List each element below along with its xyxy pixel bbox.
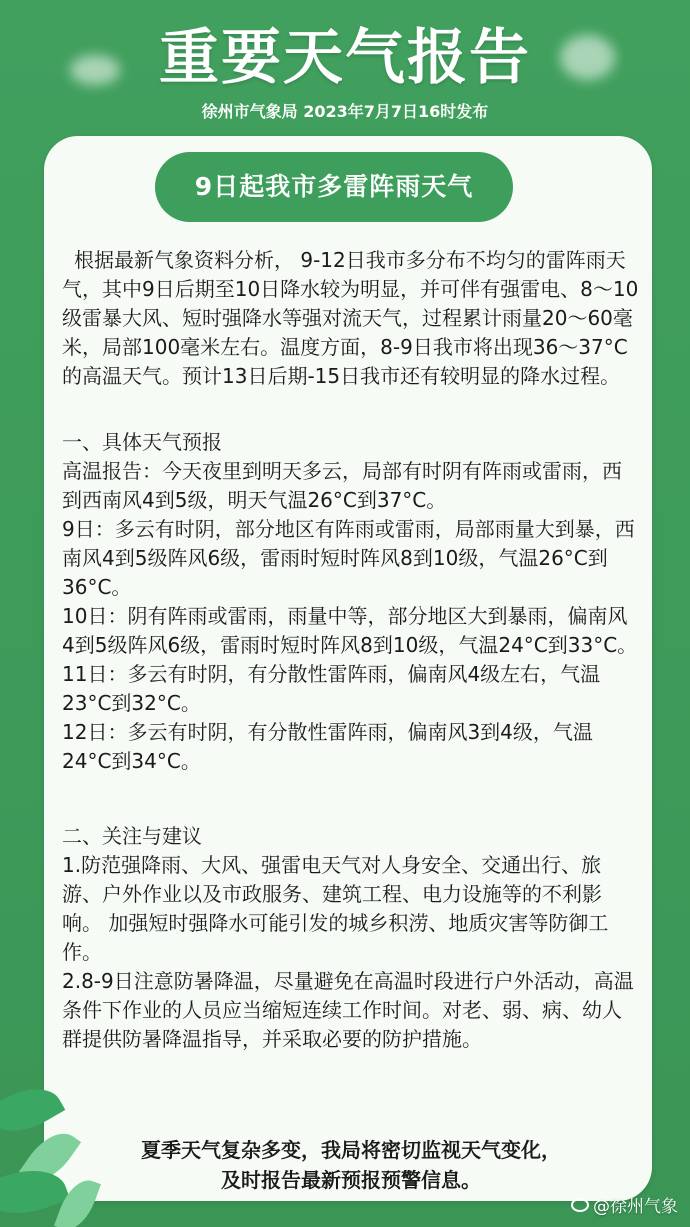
forecast-item: 高温报告：今天夜里到明天多云，局部有时阴有阵雨或雷雨，西到西南风4到5级，明天气温26°C到37°C。 (62, 459, 622, 512)
source-watermark (571, 1192, 678, 1217)
issuer-and-date: 徐州市气象局 2023年7月7日16时发布 (201, 102, 489, 121)
advice-item: 2.8-9日注意防暑降温，尽量避免在高温时段进行户外活动，高温条件下作业的人员应当缩短连续工作时间。对老、弱、病、幼人群提供防暑降温指导，并采取必要的防护措施。 (62, 969, 634, 1051)
weibo-icon (571, 1198, 589, 1212)
section-heading-advice: 二、关注与建议 (62, 824, 202, 848)
page-title: 重要天气报告 (159, 23, 531, 93)
headline-banner: 9日起我市多雷阵雨天气 (155, 152, 513, 222)
watermark-text: @徐州气象 (593, 1197, 678, 1217)
closing-line: 及时报告最新预报预警信息。 (221, 1168, 481, 1192)
forecast-item: 9日：多云有时阴，部分地区有阵雨或雷雨，局部雨量大到暴，西南风4到5级阵风6级，雷雨时短时阵风8到10级，气温26°C到36°C。 (62, 517, 635, 599)
closing-note (62, 1135, 640, 1195)
advice-section (62, 822, 640, 1054)
section-heading-forecast: 一、具体天气预报 (62, 430, 222, 454)
forecast-item: 12日：多云有时阴，有分散性雷阵雨，偏南风3到4级，气温24°C到34°C。 (62, 720, 593, 773)
forecast-item: 11日：多云有时阴，有分散性雷阵雨，偏南风4级左右，气温23°C到32°C。 (62, 662, 601, 715)
forecast-item: 10日：阴有阵雨或雷雨，雨量中等，部分地区大到暴雨，偏南风4到5级阵风6级，雷雨时短时阵风8到10级，气温24°C到33°C。 (62, 604, 638, 657)
closing-line: 夏季天气复杂多变，我局将密切监视天气变化， (141, 1138, 561, 1162)
forecast-section (62, 428, 640, 776)
intro-paragraph: 根据最新气象资料分析， 9-12日我市多分布不均匀的雷阵雨天气，其中9日后期至10日降水较为明显，并可伴有强雷电、8～10级雷暴大风、短时强降水等强对流天气，过程累计雨量20～60毫米，局部100毫米左右。温度方面，8-9日我市将出现36～37°C的高温天气。预计13日后期-15日我市还有较明显的降水过程。 (62, 248, 639, 388)
advice-item: 1.防范强降雨、大风、强雷电天气对人身安全、交通出行、旅游、户外作业以及市政服务、建筑工程、电力设施等的不利影响。 加强短时强降水可能引发的城乡积涝、地质灾害等防御工作。 (62, 853, 609, 964)
